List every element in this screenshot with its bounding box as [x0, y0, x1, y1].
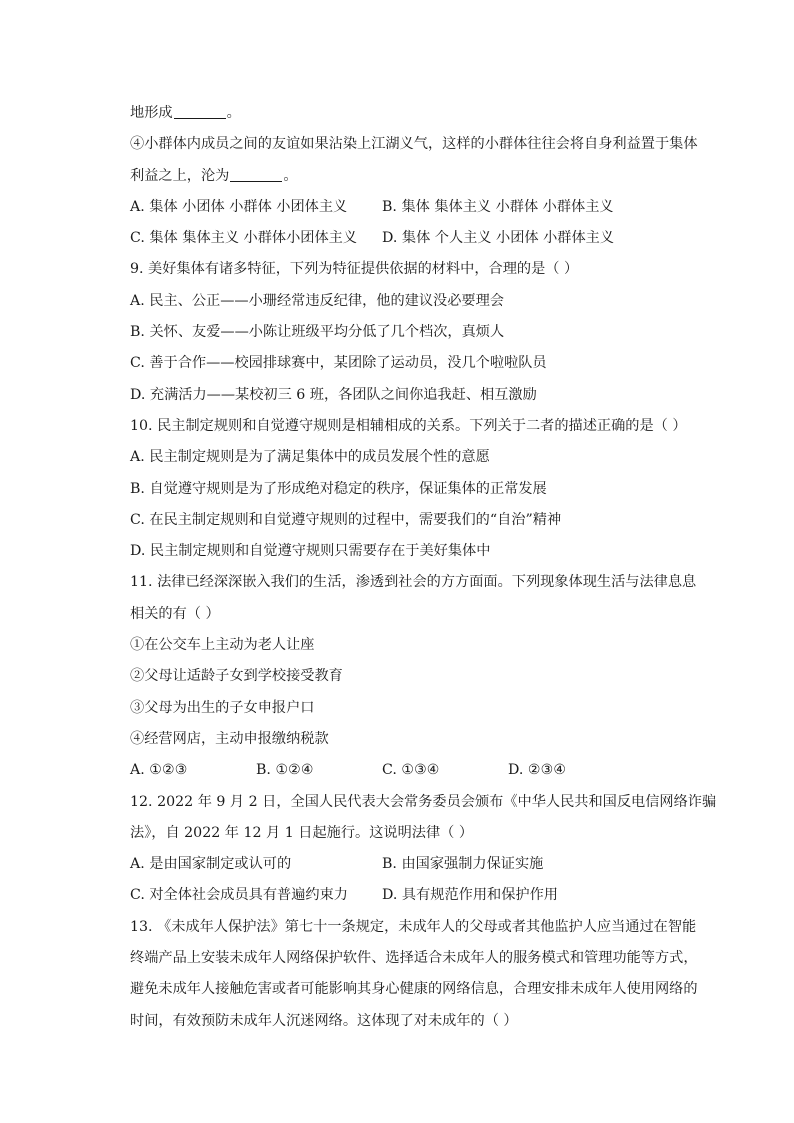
q8-option-c[interactable]: C. 集体 集体主义 小群体小团体主义 — [130, 230, 358, 247]
q12-option-c[interactable]: C. 对全体社会成员具有普遍约束力 — [130, 887, 348, 904]
q13-stem-line4: 时间，有效预防未成年人沉迷网络。这体现了对未成年的（ ） — [130, 1012, 518, 1029]
q11-item-1: ①在公交车上主动为老人让座 — [130, 637, 315, 654]
q11-options-row — [130, 755, 690, 786]
q9-option-a[interactable]: A. 民主、公正——小珊经常违反纪律，他的建议没必要理会 — [130, 292, 504, 309]
q8-option-a[interactable]: A. 集体 小团体 小群体 小团体主义 — [130, 198, 348, 215]
q10-option-c[interactable]: C. 在民主制定规则和自觉遵守规则的过程中，需要我们的“自治”精神 — [130, 511, 562, 528]
q10-option-b[interactable]: B. 自觉遵守规则是为了形成绝对稳定的秩序，保证集体的正常发展 — [130, 480, 547, 497]
q9-option-b[interactable]: B. 关怀、友爱——小陈让班级平均分低了几个档次，真烦人 — [130, 324, 505, 341]
q12-stem-line2: 法》，自 2022 年 12 月 1 日起施行。这说明法律（ ） — [130, 824, 474, 841]
q13-stem-line2: 终端产品上安装未成年人网络保护软件、选择适合未成年人的服务模式和管理功能等方式， — [130, 950, 698, 967]
q8-options-row-1 — [130, 192, 690, 223]
q11-stem-line1: 11. 法律已经深深嵌入我们的生活，渗透到社会的方方面面。下列现象体现生活与法律息息 — [130, 574, 697, 591]
q8-options-row-2 — [130, 223, 690, 254]
q9-option-d[interactable]: D. 充满活力——某校初三 6 班，各团队之间你追我赶、相互激励 — [130, 386, 537, 403]
q12-option-d[interactable]: D. 具有规范作用和保护作用 — [382, 887, 558, 904]
q12-option-b[interactable]: B. 由国家强制力保证实施 — [382, 856, 544, 873]
q11-option-d[interactable]: D. ②③④ — [508, 762, 567, 779]
q9-option-c[interactable]: C. 善于合作——校园排球赛中，某团除了运动员，没几个啦啦队员 — [130, 355, 547, 372]
answer-blank — [174, 104, 226, 119]
q8-option-d[interactable]: D. 集体 个人主义 小团体 小群体主义 — [382, 230, 615, 247]
exam-page — [130, 98, 717, 1037]
q10-stem: 10. 民主制定规则和自觉遵守规则是相辅相成的关系。下列关于二者的描述正确的是（ ） — [130, 417, 687, 434]
q12-option-a[interactable]: A. 是由国家制定或认可的 — [130, 856, 292, 873]
q8-text-end: 。 — [226, 105, 241, 121]
q11-stem-line2: 相关的有（ ） — [130, 605, 220, 622]
q10-option-a[interactable]: A. 民主制定规则是为了满足集体中的成员发展个性的意愿 — [130, 449, 490, 466]
q11-option-c[interactable]: C. ①③④ — [382, 762, 440, 779]
q8-item-4-line1: ④小群体内成员之间的友谊如果沾染上江湖义气，这样的小群体往往会将自身利益置于集体 — [130, 136, 698, 153]
q12-options-row-1 — [130, 849, 690, 880]
q11-item-4: ④经营网店，主动申报缴纳税款 — [130, 730, 329, 747]
q10-option-d[interactable]: D. 民主制定规则和自觉遵守规则只需要存在于美好集体中 — [130, 543, 491, 560]
q9-stem: 9. 美好集体有诸多特征，下列为特征提供依据的材料中，合理的是（ ） — [130, 261, 579, 278]
q11-option-a[interactable]: A. ①②③ — [130, 762, 188, 779]
q8-option-b[interactable]: B. 集体 集体主义 小群体 小群体主义 — [382, 198, 614, 215]
q12-stem-line1: 12. 2022 年 9 月 2 日，全国人民代表大会常务委员会颁布《中华人民共和国反电信网络诈骗 — [130, 793, 717, 810]
q11-item-3: ③父母为出生的子女申报户口 — [130, 699, 315, 716]
q11-item-2: ②父母让适龄子女到学校接受教育 — [130, 668, 343, 685]
q13-stem-line3: 避免未成年人接触危害或者可能影响其身心健康的网络信息，合理安排未成年人使用网络的 — [130, 981, 698, 998]
q12-options-row-2 — [130, 880, 690, 911]
q8-item-4-end: 。 — [283, 167, 298, 184]
q13-stem-line1: 13. 《未成年人保护法》第七十一条规定，未成年人的父母或者其他监护人应当通过在智能 — [130, 918, 697, 935]
q11-option-b[interactable]: B. ①②④ — [256, 762, 314, 779]
q8-item-4-line2 — [130, 161, 690, 192]
answer-blank — [230, 167, 282, 182]
q8-item-4-text: 利益之上，沦为 — [130, 167, 230, 184]
q8-text: 地形成 — [130, 105, 173, 121]
q8-continuation-line — [130, 98, 690, 129]
